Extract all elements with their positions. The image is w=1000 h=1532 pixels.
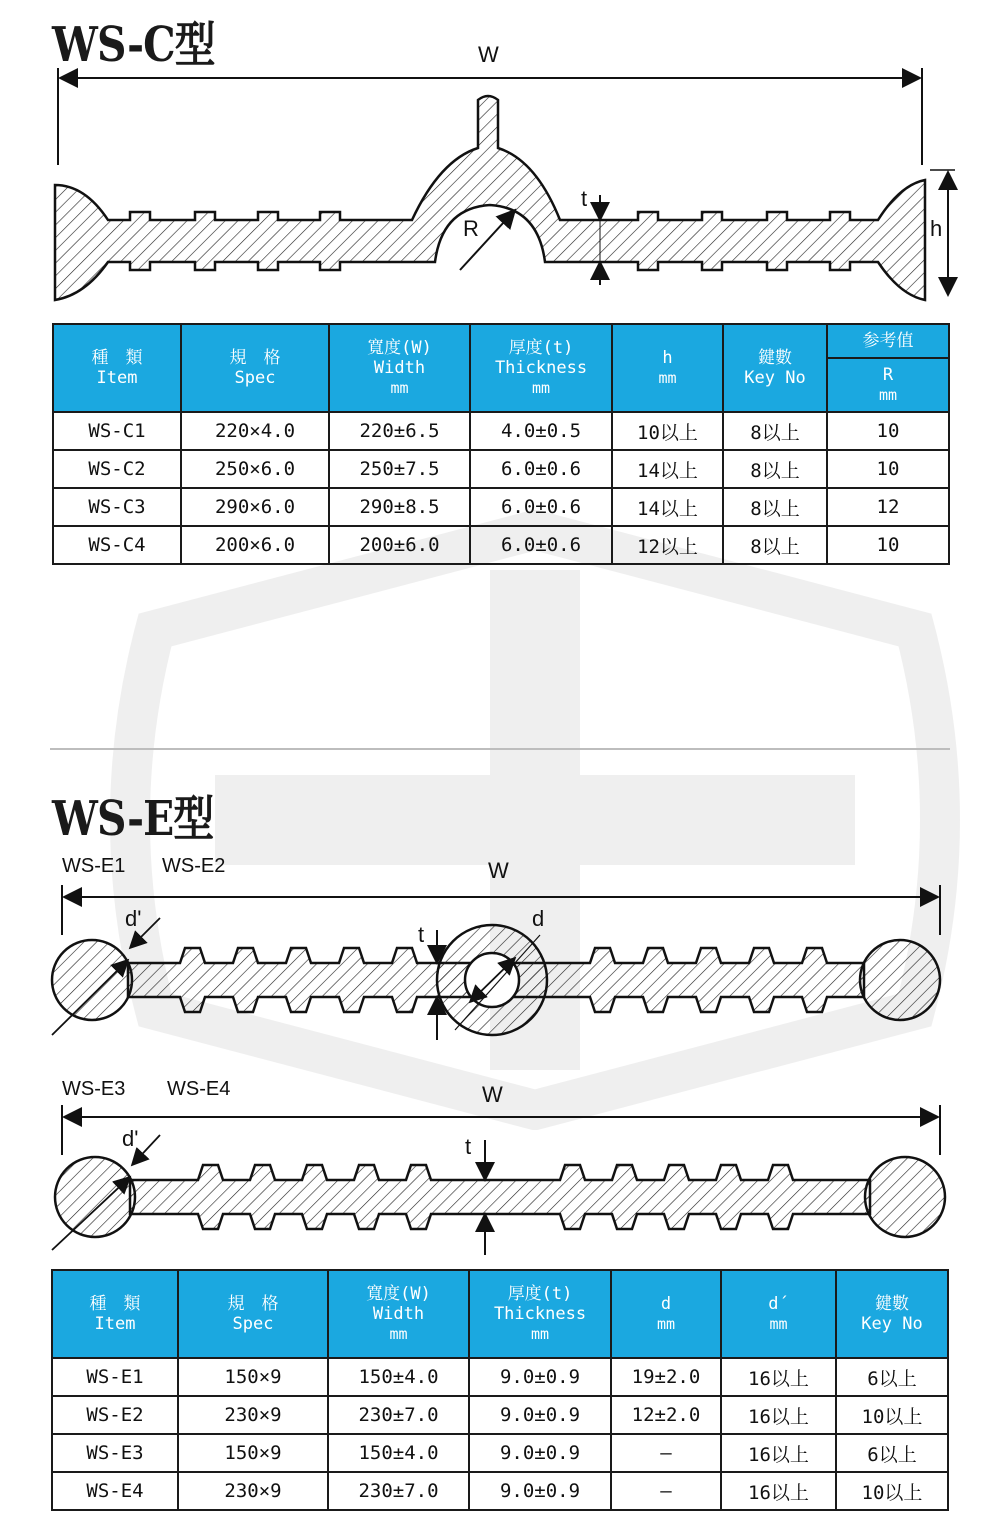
ws-e-spec-table [51,1269,949,1511]
header-width: 寬度(W) Width mm [328,1270,469,1358]
header-h: h mm [612,324,723,412]
cell-h: 10以上 [612,412,723,450]
cell-width: 230±7.0 [328,1472,469,1510]
ws-e-width-label-bottom: W [482,1082,503,1107]
table-row [53,526,949,564]
cell-r: 12 [827,488,949,526]
cell-item: WS-E2 [52,1396,178,1434]
cell-h: 14以上 [612,488,723,526]
cell-thickness: 9.0±0.9 [469,1434,611,1472]
ws-e-dprime-label-top: d' [125,906,142,931]
header-thickness: 厚度(t) Thickness mm [469,1270,611,1358]
cell-dprime: 16以上 [721,1396,836,1434]
ws-c-profile-drawing [0,0,1000,310]
section-c-title: WS-C型 [52,17,215,73]
ws-c-thickness-label: t [581,186,588,211]
ws-e-width-label-top: W [488,858,509,883]
table-row [53,488,949,526]
cell-spec: 150×9 [178,1434,328,1472]
header-spec: 規 格 Spec [181,324,329,412]
cell-keys: 10以上 [836,1472,948,1510]
cell-item: WS-C4 [53,526,181,564]
section-e-title: WS-E型 [52,791,214,847]
ws-e-thickness-label-bottom: t [465,1134,472,1159]
label-ws-e1: WS-E1 [62,855,126,877]
ws-e1-e2-profile-drawing [0,860,1000,1050]
label-ws-e4: WS-E4 [167,1078,231,1100]
cell-thickness: 6.0±0.6 [470,526,612,564]
ws-c-spec-table [52,323,950,565]
cell-width: 220±6.5 [329,412,470,450]
cell-keys: 6以上 [836,1434,948,1472]
cell-thickness: 4.0±0.5 [470,412,612,450]
label-ws-e3: WS-E3 [62,1078,126,1100]
cell-width: 200±6.0 [329,526,470,564]
cell-d: 19±2.0 [611,1358,721,1396]
header-item: 種 類 Item [52,1270,178,1358]
cell-spec: 200×6.0 [181,526,329,564]
cell-thickness: 6.0±0.6 [470,488,612,526]
ws-e3-e4-profile-drawing [0,1085,1000,1265]
cell-spec: 290×6.0 [181,488,329,526]
cell-keys: 8以上 [723,412,827,450]
cell-width: 150±4.0 [328,1358,469,1396]
cell-d: — [611,1434,721,1472]
ws-e-dprime-label-bottom: d' [122,1126,139,1151]
cell-spec: 250×6.0 [181,450,329,488]
cell-spec: 230×9 [178,1472,328,1510]
cell-keys: 8以上 [723,526,827,564]
header-width: 寬度(W) Width mm [329,324,470,412]
section-divider [50,748,950,750]
cell-width: 230±7.0 [328,1396,469,1434]
cell-d: — [611,1472,721,1510]
header-item: 種 類 Item [53,324,181,412]
table-row [52,1396,948,1434]
cell-d: 12±2.0 [611,1396,721,1434]
cell-width: 150±4.0 [328,1434,469,1472]
cell-keys: 6以上 [836,1358,948,1396]
table-row [52,1434,948,1472]
header-keys: 鍵數 Key No [723,324,827,412]
cell-r: 10 [827,412,949,450]
table-row [52,1472,948,1510]
cell-spec: 150×9 [178,1358,328,1396]
ws-c-width-label: W [478,42,499,67]
header-r: R mm [827,358,949,412]
cell-spec: 220×4.0 [181,412,329,450]
ws-c-height-label: h [930,216,943,241]
label-ws-e2: WS-E2 [162,855,226,877]
header-reference: 参考值 [827,324,949,358]
header-spec: 規 格 Spec [178,1270,328,1358]
cell-thickness: 9.0±0.9 [469,1472,611,1510]
ws-e-d-label: d [532,906,545,931]
header-keys: 鍵數 Key No [836,1270,948,1358]
cell-thickness: 6.0±0.6 [470,450,612,488]
cell-item: WS-E3 [52,1434,178,1472]
cell-keys: 8以上 [723,450,827,488]
cell-keys: 10以上 [836,1396,948,1434]
cell-keys: 8以上 [723,488,827,526]
cell-item: WS-C1 [53,412,181,450]
ws-e-thickness-label-top: t [418,922,425,947]
ws-c-radius-label: R [463,216,479,241]
cell-thickness: 9.0±0.9 [469,1358,611,1396]
cell-r: 10 [827,450,949,488]
cell-r: 10 [827,526,949,564]
cell-item: WS-E1 [52,1358,178,1396]
table-row [53,450,949,488]
cell-item: WS-E4 [52,1472,178,1510]
header-d: d mm [611,1270,721,1358]
cell-thickness: 9.0±0.9 [469,1396,611,1434]
cell-item: WS-C3 [53,488,181,526]
table-row [53,412,949,450]
cell-item: WS-C2 [53,450,181,488]
table-row [52,1358,948,1396]
cell-dprime: 16以上 [721,1472,836,1510]
cell-dprime: 16以上 [721,1358,836,1396]
cell-h: 12以上 [612,526,723,564]
header-thickness: 厚度(t) Thickness mm [470,324,612,412]
cell-spec: 230×9 [178,1396,328,1434]
cell-width: 250±7.5 [329,450,470,488]
cell-dprime: 16以上 [721,1434,836,1472]
cell-width: 290±8.5 [329,488,470,526]
cell-h: 14以上 [612,450,723,488]
header-dprime: d´ mm [721,1270,836,1358]
